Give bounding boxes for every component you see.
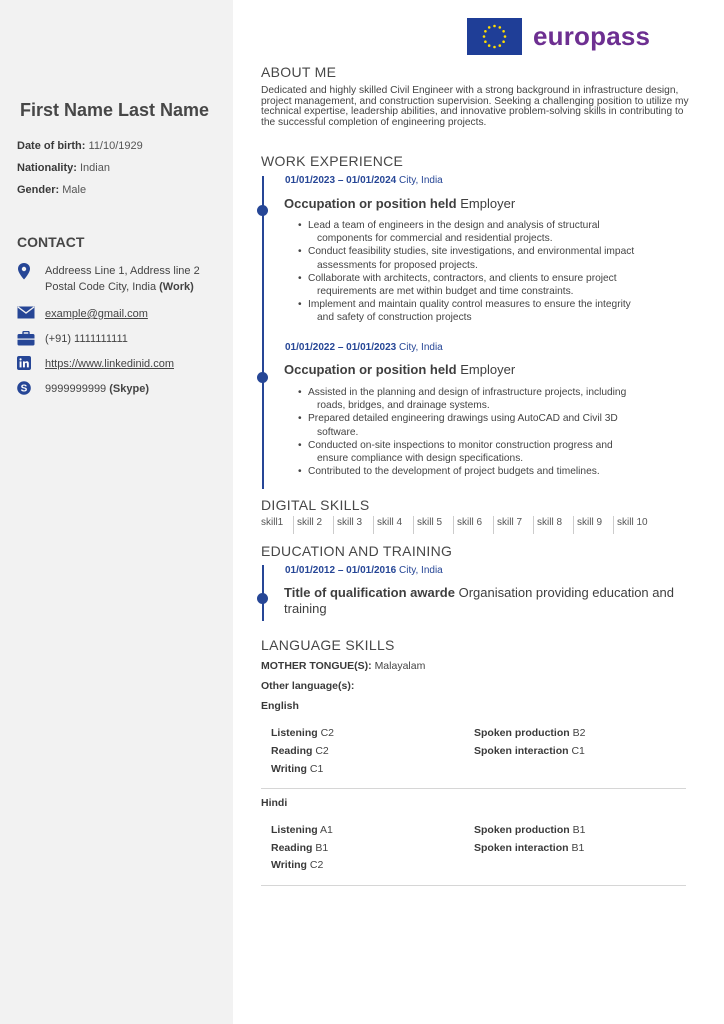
job-1-location: City, India [399, 175, 443, 186]
dob-label: Date of birth: [17, 140, 86, 152]
skill-tag: skill1 [261, 517, 284, 528]
nationality-value: Indian [79, 162, 110, 174]
job-2-title [284, 362, 515, 377]
job-1-title [284, 196, 515, 211]
eu-flag-icon [467, 18, 522, 55]
gender [17, 184, 86, 196]
skill-tag: skill 10 [613, 516, 645, 534]
job-1-marker [257, 205, 268, 216]
digital-title: DIGITAL SKILLS [261, 497, 370, 513]
divider [261, 788, 686, 789]
job-2-date [285, 342, 443, 353]
list-item: • Implement and maintain quality control measures to ensure the integrity and safety of construction projects [298, 298, 690, 324]
mother-tongue-value: Malayalam [374, 660, 426, 672]
job-1-occupation: Occupation or position held [284, 196, 457, 211]
dob-value: 11/10/1929 [88, 140, 143, 152]
skill-tag: skill 3 [333, 516, 359, 534]
skill-tag: skill 2 [293, 516, 319, 534]
spoken-interaction: Spoken interaction B1 [474, 842, 585, 854]
contact-email[interactable] [17, 306, 227, 322]
mail-icon [17, 306, 35, 322]
education-dates: 01/01/2012 – 01/01/2016 [285, 565, 397, 576]
writing: Writing C1 [271, 763, 324, 775]
divider [261, 885, 686, 886]
contact-skype [17, 381, 227, 397]
date-of-birth [17, 140, 143, 152]
nationality-label: Nationality: [17, 162, 77, 174]
list-item: • Assisted in the planning and design of infrastructure projects, including roads, bridges, and drainage systems. [298, 386, 690, 412]
education-marker [257, 593, 268, 604]
mother-tongue [261, 660, 425, 672]
list-item: • Prepared detailed engineering drawings using AutoCAD and Civil 3D software. [298, 412, 690, 438]
skill-tag: skill 7 [493, 516, 519, 534]
job-1-date [285, 175, 443, 186]
list-item: • Conducted on-site inspections to monitor construction progress and ensure compliance with design speciﬁcations. [298, 439, 690, 465]
spoken-interaction: Spoken interaction C1 [474, 745, 585, 757]
job-2-location: City, India [399, 342, 443, 353]
address-tag: (Work) [159, 281, 194, 293]
list-item: • Collaborate with architects, contractors, and clients to ensure project requirements are met within budget and time constraints. [298, 272, 690, 298]
skill-tag: skill 4 [373, 516, 399, 534]
gender-label: Gender: [17, 184, 60, 196]
skill-tag: skill 5 [413, 516, 439, 534]
about-title: ABOUT ME [261, 64, 337, 80]
europass-wordmark: europass [533, 21, 651, 51]
contact-linkedin[interactable] [17, 356, 227, 372]
skill-tag: skill 9 [573, 516, 599, 534]
education-organisation: Organisation providing education and training [284, 585, 674, 616]
linkedin-icon [17, 356, 35, 372]
mother-tongue-label: MOTHER TONGUE(S): [261, 660, 372, 672]
contact-title: CONTACT [17, 234, 85, 250]
gender-value: Male [62, 184, 87, 196]
contact-phone [17, 331, 227, 347]
language-name: Hindi [261, 797, 288, 809]
job-1-dates: 01/01/2023 – 01/01/2024 [285, 175, 397, 186]
address-line-2 [45, 279, 230, 295]
education-title: EDUCATION AND TRAINING [261, 543, 453, 559]
education-qualification [284, 585, 689, 617]
skill-tag: skill 8 [533, 516, 559, 534]
address-line-1: Addreess Line 1, Address line 2 [45, 265, 200, 277]
reading: Reading B1 [271, 842, 329, 854]
job-2-dates: 01/01/2022 – 01/01/2023 [285, 342, 397, 353]
briefcase-icon [17, 331, 35, 347]
skill-tag: skill 6 [453, 516, 479, 534]
writing: Writing C2 [271, 859, 324, 871]
location-pin-icon [17, 263, 35, 279]
work-title: WORK EXPERIENCE [261, 153, 404, 169]
skype-tag: (Skype) [109, 383, 149, 395]
work-timeline [262, 176, 264, 489]
listening: Listening A1 [271, 824, 333, 836]
other-languages-label: Other language(s): [261, 680, 355, 692]
job-2-marker [257, 372, 268, 383]
sidebar [0, 0, 233, 1024]
listening: Listening C2 [271, 727, 335, 739]
education-location: City, India [399, 565, 443, 576]
job-1-bullets [298, 219, 690, 325]
job-2-occupation: Occupation or position held [284, 362, 457, 377]
spoken-production: Spoken production B2 [474, 727, 586, 739]
qualification-title: Title of qualiﬁcation awarde [284, 585, 455, 600]
nationality [17, 162, 110, 174]
phone-number: (+91) 1111111111 [45, 333, 128, 345]
job-2-bullets [298, 386, 690, 478]
language-name: English [261, 700, 299, 712]
reading: Reading C2 [271, 745, 329, 757]
job-2-employer: Employer [460, 362, 516, 377]
spoken-production: Spoken production B1 [474, 824, 586, 836]
education-date [285, 565, 443, 576]
skype-icon [17, 381, 35, 397]
list-item: • Conduct feasibility studies, site investigations, and environmental impact assessments for proposed projects. [298, 245, 690, 271]
language-title: LANGUAGE SKILLS [261, 637, 395, 653]
list-item: • Contributed to the development of project budgets and timelines. [298, 465, 690, 478]
about-text: Dedicated and highly skilled Civil Engineer with a strong background in infrastructure design, project management, and construction supervision. Seeking a challenging position to utilize my technical expertise, leadership abilities, and innovative problem-solving skills in contributing to the successful completion of engineering projects. [261, 85, 689, 128]
svg-text:S: S [20, 383, 28, 395]
email-link[interactable]: example@gmail.com [45, 308, 148, 320]
list-item: • Lead a team of engineers in the design and analysis of structural components for commercial and residential projects. [298, 219, 690, 245]
address-city: Postal Code City, India [45, 281, 157, 293]
full-name: First Name Last Name [20, 100, 210, 120]
skype-id: 9999999999 [45, 383, 107, 395]
job-1-employer: Employer [460, 196, 516, 211]
linkedin-link[interactable]: https://www.linkedinid.com [45, 358, 174, 370]
contact-address [17, 263, 227, 297]
